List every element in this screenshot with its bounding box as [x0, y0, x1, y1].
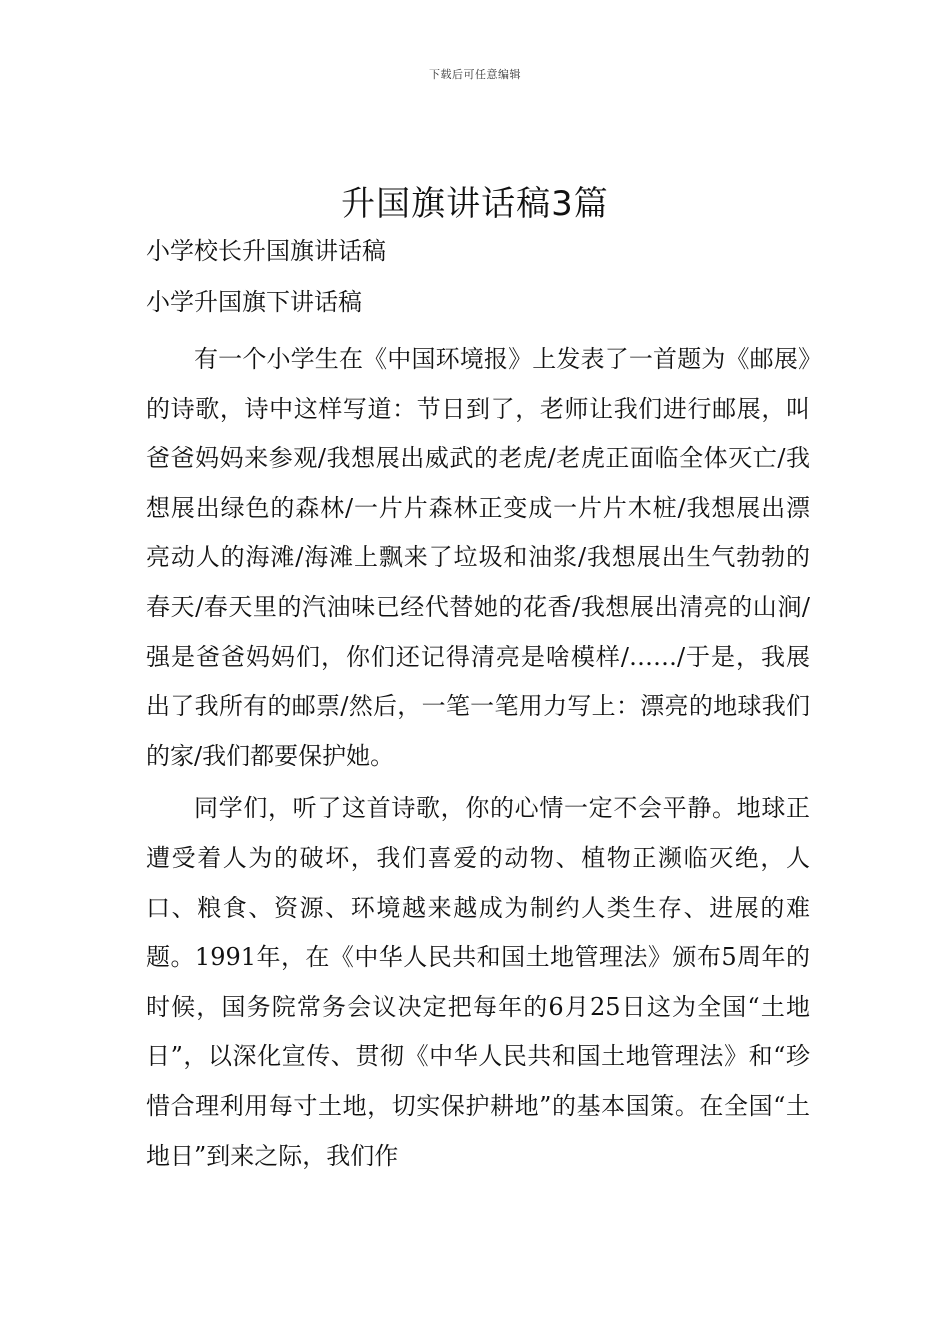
document-body — [146, 228, 810, 1181]
body-paragraph: 同学们，听了这首诗歌，你的心情一定不会平静。地球正遭受着人为的破坏，我们喜爱的动物、植物正濒临灭绝，人口、粮食、资源、环境越来越成为制约人类生存、进展的难题。1991年，在《中华人民共和国土地管理法》颁布5周年的时候，国务院常务会议决定把每年的6月25日这为全国“土地日”，以深化宣传、贯彻《中华人民共和国土地管理法》和“珍惜合理利用每寸土地，切实保护耕地”的基本国策。在全国“土地日”到来之际，我们作 — [146, 794, 810, 1170]
body-paragraph: 有一个小学生在《中国环境报》上发表了一首题为《邮展》的诗歌，诗中这样写道：节日到了，老师让我们进行邮展，叫爸爸妈妈来参观/我想展出威武的老虎/老虎正面临全体灭亡/我想展出绿色的森林/一片片森林正变成一片片木桩/我想展出漂亮动人的海滩/海滩上飘来了垃圾和油浆/我想展出生气勃勃的春天/春天里的汽油味已经代替她的花香/我想展出清亮的山涧/强是爸爸妈妈们，你们还记得清亮是啥模样/……/于是，我展出了我所有的邮票/然后，一笔一笔用力写上：漂亮的地球我们的家/我们都要保护她。 — [146, 345, 810, 770]
subheading-flag-speech: 小学升国旗下讲话稿 — [146, 288, 362, 316]
page-header-note: 下载后可任意编辑 — [429, 68, 521, 81]
subheading-principal-speech: 小学校长升国旗讲话稿 — [146, 237, 386, 265]
document-title: 升国旗讲话稿3篇 — [341, 184, 609, 224]
